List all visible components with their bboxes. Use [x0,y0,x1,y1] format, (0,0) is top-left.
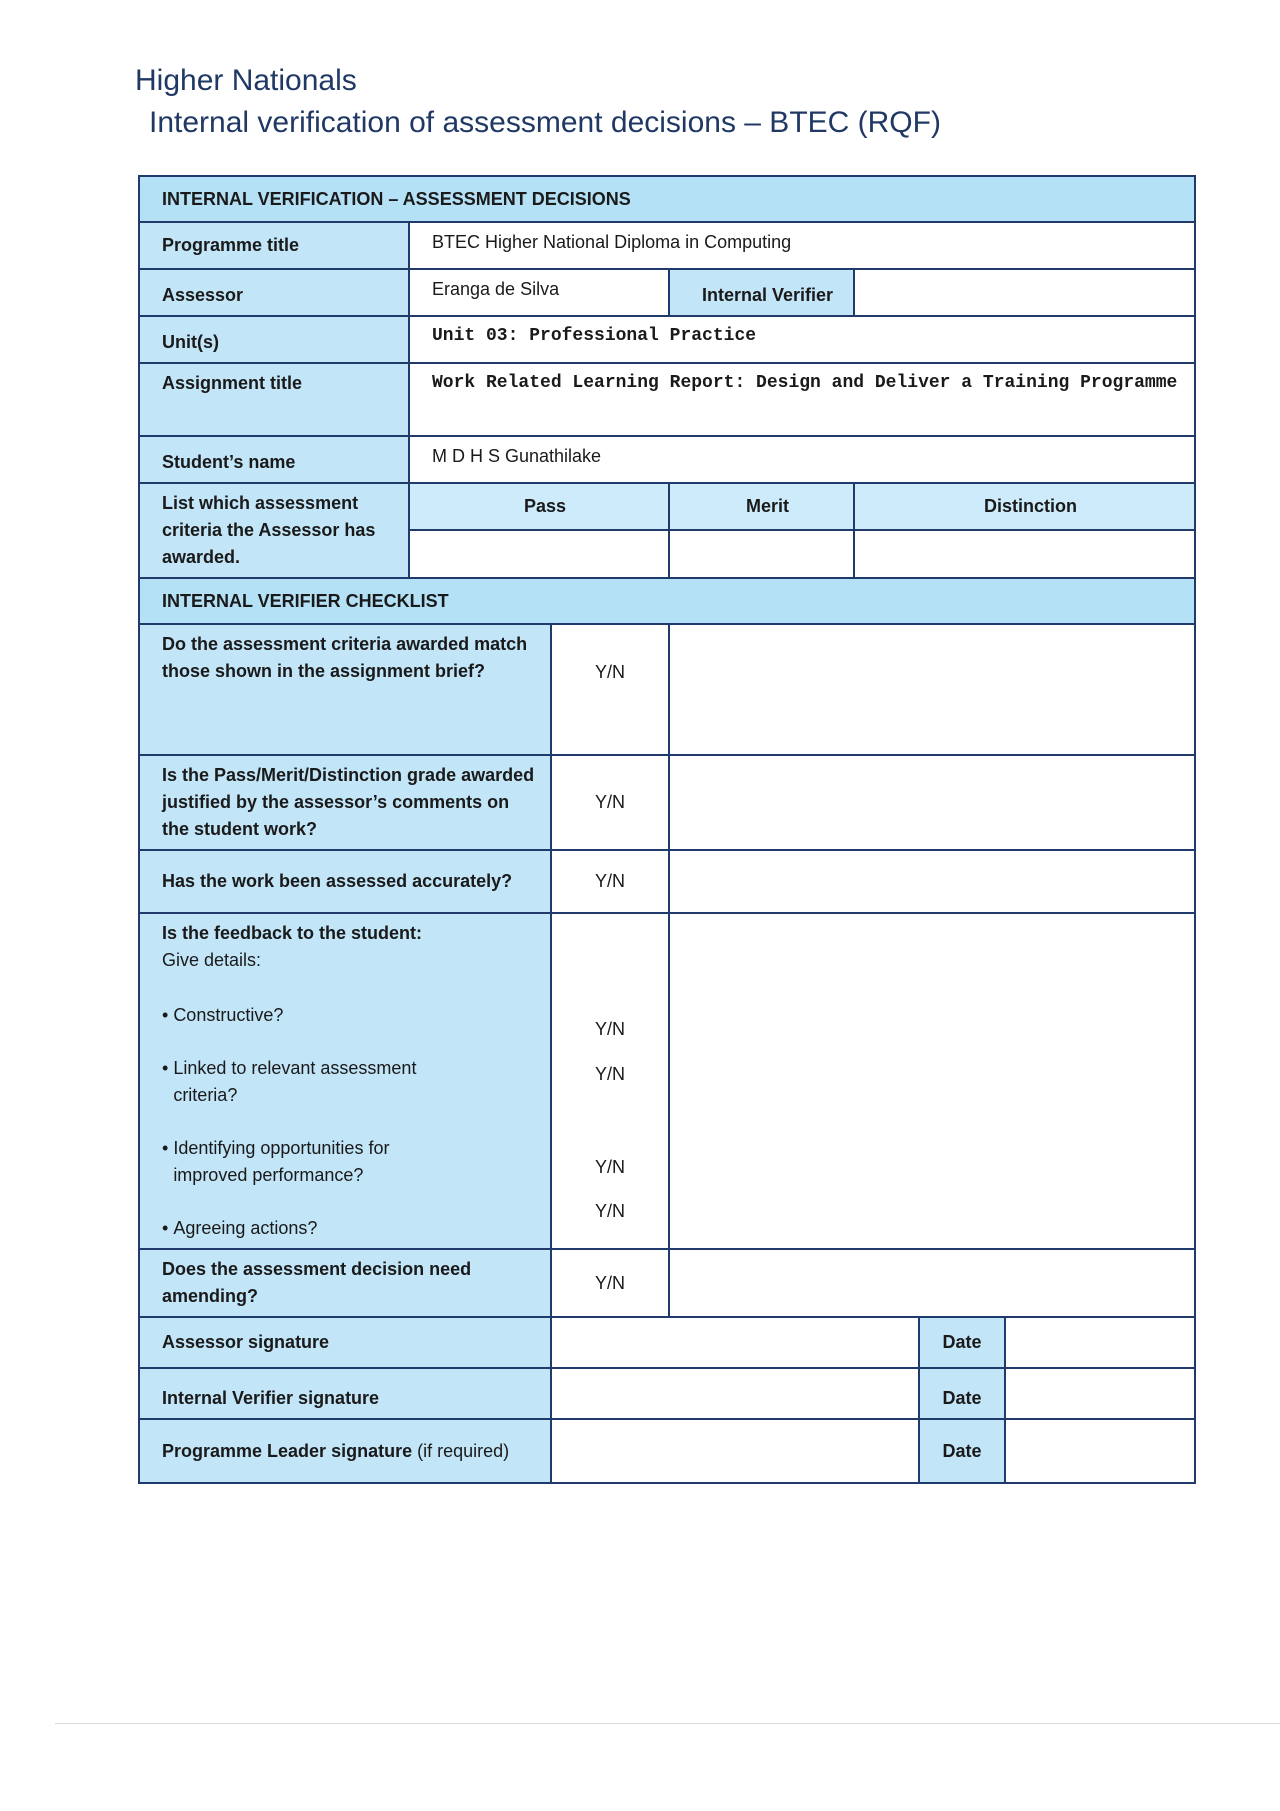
assessor-date-field[interactable] [1005,1317,1195,1368]
yn-improved-performance[interactable]: Y/N [594,1157,625,1177]
student-name-label: Student’s name [139,436,409,483]
comment-grade-justified[interactable] [669,755,1195,850]
assessor-date-label: Date [919,1317,1005,1368]
assignment-title-label: Assignment title [139,363,409,436]
bullet-linked-criteria-text: Linked to relevant assessment criteria? [173,1058,417,1105]
units-label: Unit(s) [139,316,409,363]
section-title-checklist: INTERNAL VERIFIER CHECKLIST [139,578,1195,624]
distinction-criteria-field[interactable] [854,530,1195,578]
heading-higher-nationals: Higher Nationals [135,64,357,97]
bullet-constructive: • Constructive? [162,1002,540,1029]
programme-title-label: Programme title [139,222,409,269]
comment-feedback[interactable] [669,913,1195,1249]
feedback-question-title: Is the feedback to the student: [162,923,423,943]
feedback-give-details: Give details: [162,950,262,970]
assessor-field[interactable]: Eranga de Silva [409,269,669,316]
checklist-feedback-block [139,913,551,1249]
yn-linked-criteria[interactable]: Y/N [594,1064,625,1084]
distinction-header: Distinction [854,483,1195,530]
bullet-linked-criteria: • Linked to relevant assessment criteria? [162,1055,540,1109]
programme-leader-signature-label [139,1419,551,1483]
assessor-signature-label: Assessor signature [139,1317,551,1368]
pass-criteria-field[interactable] [409,530,669,578]
merit-header: Merit [669,483,854,530]
iv-date-field[interactable] [1005,1368,1195,1419]
checklist-question-amending: Does the assessment decision need amending? [139,1249,551,1317]
bullet-agreeing-actions-text: Agreeing actions? [173,1218,318,1238]
assessment-form [138,175,1196,1484]
assignment-title-field[interactable]: Work Related Learning Report: Design and Deliver a Training Programme [409,363,1195,436]
comment-amending[interactable] [669,1249,1195,1317]
checklist-question-assessed-accurately: Has the work been assessed accurately? [139,850,551,913]
checklist-question-grade-justified: Is the Pass/Merit/Distinction grade awarded justified by the assessor’s comments on the student work? [139,755,551,850]
yn-assessed-accurately[interactable]: Y/N [551,850,669,913]
yn-agreeing-actions[interactable]: Y/N [594,1201,625,1221]
page-footer-divider [55,1723,1280,1724]
programme-title-field[interactable]: BTEC Higher National Diploma in Computing [409,222,1195,269]
comment-criteria-match[interactable] [669,624,1195,755]
yn-criteria-match[interactable]: Y/N [551,624,669,755]
programme-leader-date-field[interactable] [1005,1419,1195,1483]
yn-constructive[interactable]: Y/N [594,1019,625,1039]
iv-signature-field[interactable] [551,1368,919,1419]
yn-grade-justified[interactable]: Y/N [551,755,669,850]
assessor-signature-field[interactable] [551,1317,919,1368]
iv-date-label: Date [919,1368,1005,1419]
units-field[interactable]: Unit 03: Professional Practice [409,316,1195,363]
pass-header: Pass [409,483,669,530]
internal-verifier-label: Internal Verifier [669,269,854,316]
yn-amending[interactable]: Y/N [551,1249,669,1317]
criteria-label: List which assessment criteria the Assessor has awarded. [139,483,409,578]
bullet-agreeing-actions: • Agreeing actions? [162,1215,540,1242]
bullet-improved-performance: • Identifying opportunities for improved performance? [162,1135,540,1189]
assessor-label: Assessor [139,269,409,316]
merit-criteria-field[interactable] [669,530,854,578]
bullet-constructive-text: Constructive? [173,1005,284,1025]
section-title-decisions: INTERNAL VERIFICATION – ASSESSMENT DECISIONS [139,176,1195,222]
programme-leader-date-label: Date [919,1419,1005,1483]
internal-verifier-field[interactable] [854,269,1195,316]
programme-leader-signature-text: Programme Leader signature [162,1440,413,1461]
checklist-question-criteria-match: Do the assessment criteria awarded match those shown in the assignment brief? [139,624,551,755]
comment-assessed-accurately[interactable] [669,850,1195,913]
yn-feedback-group [551,913,669,1249]
student-name-field[interactable]: M D H S Gunathilake [409,436,1195,483]
programme-leader-note: (if required) [417,1440,510,1461]
programme-leader-signature-field[interactable] [551,1419,919,1483]
bullet-improved-performance-text: Identifying opportunities for improved performance? [173,1138,390,1185]
page-title: Internal verification of assessment decisions – BTEC (RQF) [149,106,941,139]
iv-signature-label: Internal Verifier signature [139,1368,551,1419]
